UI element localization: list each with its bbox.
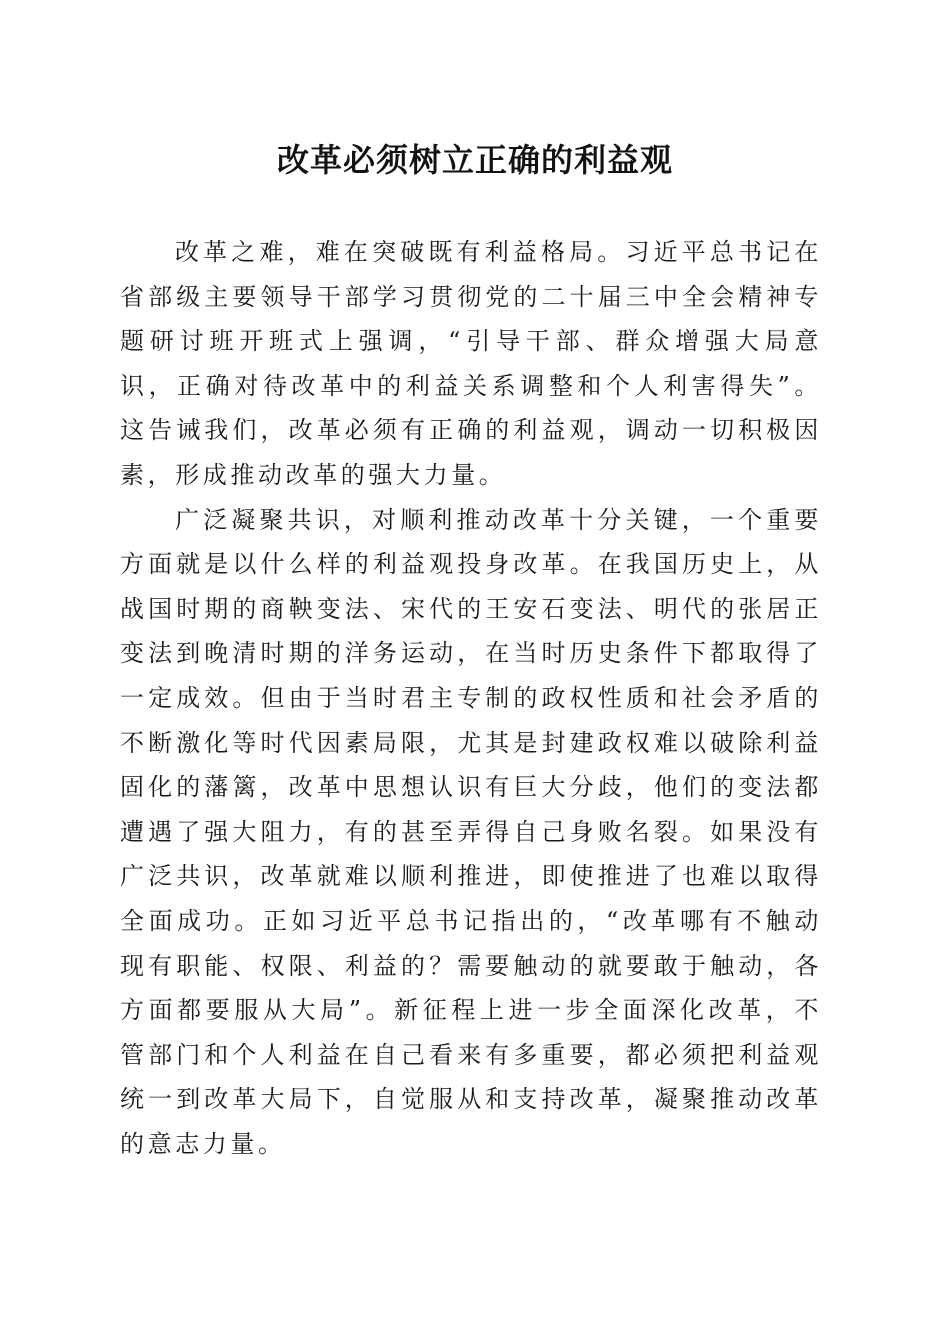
- document-title: 改革必须树立正确的利益观: [276, 141, 673, 179]
- paragraph-2: 广泛凝聚共识，对顺利推动改革十分关键，一个重要方面就是以什么样的利益观投身改革。在我国历史上，从战国时期的商鞅变法、宋代的王安石变法、明代的张居正变法到晚清时期的洋务运动，在当时历史条件下都取得了一定成效。但由于当时君主专制的政权性质和社会矛盾的不断激化等时代因素局限，尤其是封建政权难以破除利益固化的藩篱，改革中思想认识有巨大分歧，他们的变法都遭遇了强大阻力，有的甚至弄得自己身败名裂。如果没有广泛共识，改革就难以顺利推进，即使推进了也难以取得全面成功。正如习近平总书记指出的，“改革哪有不触动现有职能、权限、利益的？需要触动的就要敢于触动，各方面都要服从大局”。新征程上进一步全面深化改革，不管部门和个人利益在自己看来有多重要，都必须把利益观统一到改革大局下，自觉服从和支持改革，凝聚推动改革的意志力量。: [120, 505, 822, 1158]
- paragraph-1: 改革之难，难在突破既有利益格局。习近平总书记在省部级主要领导干部学习贯彻党的二十届三中全会精神专题研讨班开班式上强调，“引导干部、群众增强大局意识，正确对待改革中的利益关系调整和个人利害得失”。这告诫我们，改革必须有正确的利益观，调动一切积极因素，形成推动改革的强大力量。: [120, 238, 822, 489]
- document-body: [120, 230, 822, 1166]
